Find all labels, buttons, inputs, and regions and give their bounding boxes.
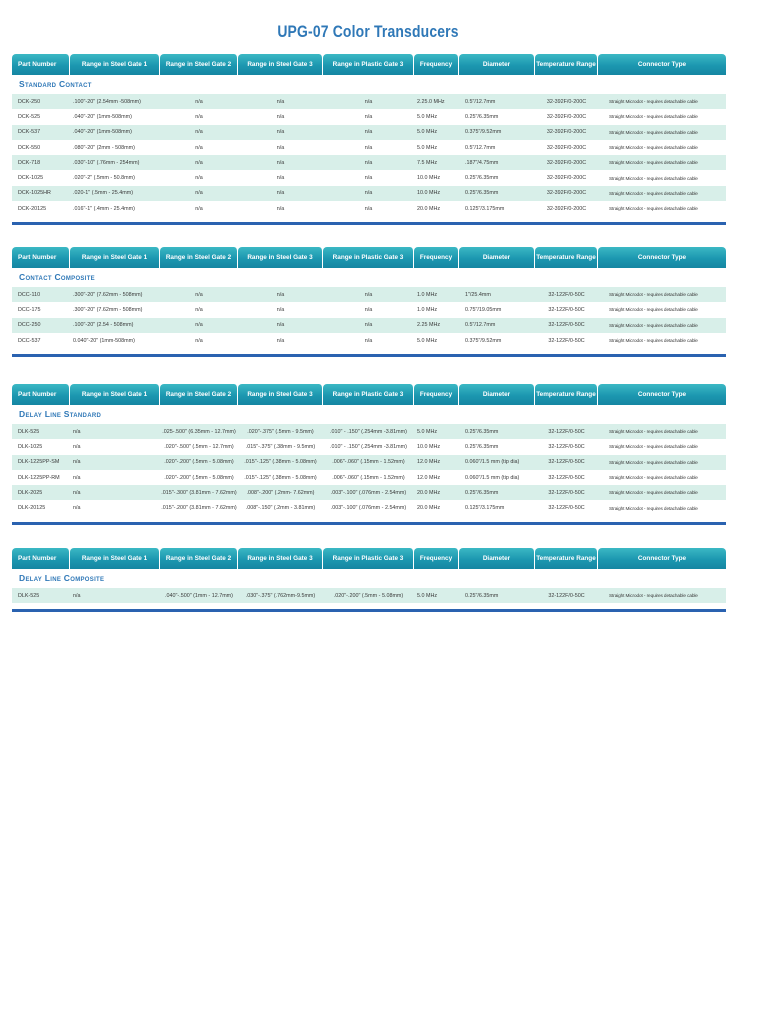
section-title: Contact Composite [19, 272, 95, 282]
cell-part-number: DCC-250 [18, 322, 41, 329]
cell-part-number: DCK-537 [18, 129, 41, 136]
cell-temperature-range: 32-122F/0-50C [548, 505, 585, 512]
cell-frequency: 2.25 MHz [417, 322, 441, 329]
cell-connector-type: Straight Microdot - requires detachable cable [609, 114, 698, 120]
cell-steel-gate-3: n/a [276, 337, 285, 344]
cell-part-number: DCK-550 [18, 144, 41, 151]
cell-steel-gate-1: 0.040"-20" (1mm-508mm) [73, 337, 135, 344]
cell-part-number: DLK-1225PP-SM [18, 459, 60, 466]
header-steel-gate-3: Range in Steel Gate 3 [238, 384, 323, 405]
header-plastic-gate-3: Range in Plastic Gate 3 [323, 247, 414, 268]
cell-frequency: 5.0 MHz [417, 129, 438, 136]
cell-steel-gate-2: n/a [195, 159, 203, 166]
header-steel-gate-1: Range in Steel Gate 1 [70, 548, 160, 569]
cell-part-number: DCK-20125 [18, 205, 47, 212]
header-steel-gate-2: Range in Steel Gate 2 [160, 54, 238, 75]
table-row [12, 424, 726, 439]
cell-steel-gate-2: n/a [195, 175, 203, 182]
table-row [12, 155, 726, 170]
header-steel-gate-3: Range in Steel Gate 3 [238, 247, 323, 268]
cell-temperature-range: 32-122F/0-50C [548, 443, 585, 450]
cell-steel-gate-2: .020"-.200" (.5mm - 5.08mm) [164, 459, 234, 466]
cell-steel-gate-3: n/a [276, 205, 285, 212]
table-row [12, 201, 726, 216]
table-row [12, 470, 726, 485]
cell-connector-type: Straight Microdot - requires detachable cable [609, 444, 698, 450]
section-divider [12, 222, 726, 225]
table-row [12, 500, 726, 515]
cell-connector-type: Straight Microdot - requires detachable cable [609, 322, 698, 328]
header-frequency: Frequency [414, 548, 459, 569]
cell-diameter: 0.25"/6.35mm [465, 489, 499, 496]
cell-frequency: 5.0 MHz [417, 592, 438, 599]
cell-steel-gate-3: .015"-.375" (.38mm - 9.5mm) [245, 443, 316, 450]
table-section [12, 548, 726, 612]
cell-plastic-gate-3: n/a [364, 322, 373, 329]
table-row [12, 109, 726, 124]
cell-temperature-range: 32-392F/0-200C [546, 113, 587, 120]
header-diameter: Diameter [459, 384, 535, 405]
cell-connector-type: Straight Microdot - requires detachable cable [609, 129, 698, 135]
table-row [12, 94, 726, 109]
table-row [12, 455, 726, 470]
cell-steel-gate-2: n/a [195, 306, 203, 313]
cell-steel-gate-2: .015"-.200" (3.81mm - 7.62mm) [161, 505, 237, 512]
cell-connector-type: Straight Microdot - requires detachable cable [609, 505, 698, 511]
cell-frequency: 5.0 MHz [417, 337, 438, 344]
cell-plastic-gate-3: .010" - .150" (.254mm -3.81mm) [330, 428, 407, 435]
cell-frequency: 5.0 MHz [417, 113, 438, 120]
cell-temperature-range: 32-122F/0-50C [548, 489, 585, 496]
cell-temperature-range: 32-122F/0-50C [548, 306, 585, 313]
cell-steel-gate-2: n/a [195, 190, 203, 197]
cell-steel-gate-2: n/a [195, 98, 203, 105]
cell-steel-gate-1: .040"-20" (1mm-508mm) [73, 129, 132, 136]
cell-part-number: DCK-250 [18, 98, 41, 105]
cell-frequency: 1.0 MHz [417, 306, 438, 313]
header-steel-gate-1: Range in Steel Gate 1 [70, 384, 160, 405]
cell-steel-gate-1: n/a [73, 459, 81, 466]
cell-steel-gate-2: .040"-.500" (1mm - 12.7mm) [165, 592, 233, 599]
cell-part-number: DLK-525 [18, 428, 40, 435]
cell-diameter: 0.25"/6.35mm [465, 190, 499, 197]
cell-part-number: DLK-525 [18, 592, 40, 599]
cell-frequency: 12.0 MHz [417, 474, 441, 481]
cell-steel-gate-2: n/a [195, 322, 203, 329]
cell-steel-gate-3: n/a [276, 159, 285, 166]
cell-steel-gate-3: n/a [276, 291, 285, 298]
cell-steel-gate-2: n/a [195, 205, 203, 212]
cell-frequency: 1.0 MHz [417, 291, 438, 298]
cell-steel-gate-2: .020"-.500" (.5mm - 12.7mm) [164, 443, 234, 450]
header-steel-gate-2: Range in Steel Gate 2 [160, 384, 238, 405]
cell-plastic-gate-3: .003"-.100" (.076mm - 2.54mm) [330, 505, 407, 512]
cell-connector-type: Straight Microdot - requires detachable cable [609, 145, 698, 151]
cell-steel-gate-2: .025-.500" (6.35mm - 12.7mm) [162, 428, 236, 435]
cell-plastic-gate-3: n/a [364, 291, 373, 298]
cell-steel-gate-3: n/a [276, 322, 285, 329]
cell-part-number: DLK-2025 [18, 489, 43, 496]
header-connector-type: Connector Type [598, 384, 726, 405]
section-title: Delay Line Standard [19, 409, 102, 419]
cell-part-number: DLK-20125 [18, 505, 46, 512]
header-steel-gate-3: Range in Steel Gate 3 [238, 548, 323, 569]
cell-steel-gate-2: .020"-.200" (.5mm - 5.08mm) [164, 474, 234, 481]
cell-frequency: 12.0 MHz [417, 459, 441, 466]
cell-diameter: 0.25"/6.35mm [465, 592, 499, 599]
cell-steel-gate-1: .020"-2" (.5mm - 50.8mm) [73, 175, 135, 182]
cell-plastic-gate-3: .003"-.100" (.076mm - 2.54mm) [330, 489, 407, 496]
cell-steel-gate-2: n/a [195, 113, 203, 120]
cell-plastic-gate-3: n/a [364, 337, 373, 344]
header-plastic-gate-3: Range in Plastic Gate 3 [323, 384, 414, 405]
header-part-number: Part Number [12, 54, 70, 75]
table-row [12, 140, 726, 155]
cell-frequency: 20.0 MHz [417, 489, 441, 496]
table-row [12, 588, 726, 603]
cell-plastic-gate-3: n/a [364, 98, 373, 105]
cell-steel-gate-1: n/a [73, 505, 81, 512]
cell-steel-gate-3: .015"-.125" (.38mm - 5.08mm) [244, 459, 317, 466]
cell-plastic-gate-3: .010" - .150" (.254mm -3.81mm) [330, 443, 407, 450]
table-row [12, 186, 726, 201]
cell-part-number: DLK-1025 [18, 443, 43, 450]
cell-diameter: 0.5"/12.7mm [465, 322, 496, 329]
cell-steel-gate-1: .100"-20" (2.54mm -508mm) [73, 98, 141, 105]
table-row [12, 125, 726, 140]
cell-diameter: 0.25"/6.35mm [465, 443, 499, 450]
cell-diameter: 0.125"/3.175mm [465, 505, 505, 512]
cell-steel-gate-3: n/a [276, 190, 285, 197]
cell-temperature-range: 32-122F/0-50C [548, 322, 585, 329]
header-frequency: Frequency [414, 384, 459, 405]
cell-temperature-range: 32-122F/0-50C [548, 592, 585, 599]
cell-diameter: 0.125"/3.175mm [465, 205, 505, 212]
cell-frequency: 10.0 MHz [417, 175, 441, 182]
table-row [12, 485, 726, 500]
header-steel-gate-2: Range in Steel Gate 2 [160, 548, 238, 569]
cell-temperature-range: 32-122F/0-50C [548, 337, 585, 344]
cell-steel-gate-1: .080"-20" (2mm - 508mm) [73, 144, 135, 151]
cell-plastic-gate-3: n/a [364, 205, 373, 212]
header-steel-gate-3: Range in Steel Gate 3 [238, 54, 323, 75]
table-section [12, 384, 726, 525]
cell-plastic-gate-3: n/a [364, 113, 373, 120]
cell-steel-gate-1: .030"-10" (.76mm - 254mm) [73, 159, 140, 166]
cell-steel-gate-1: n/a [73, 592, 81, 599]
cell-steel-gate-3: .030"-.375" (.762mm-9.5mm) [245, 592, 316, 599]
table-row [12, 302, 726, 317]
header-temperature-range: Temperature Range [535, 247, 598, 268]
header-part-number: Part Number [12, 548, 70, 569]
cell-diameter: 0.375"/9.52mm [465, 129, 502, 136]
cell-connector-type: Straight Microdot - requires detachable cable [609, 429, 698, 435]
cell-steel-gate-3: .008"-.150" (.2mm - 3.81mm) [245, 505, 316, 512]
table-row [12, 439, 726, 454]
header-connector-type: Connector Type [598, 548, 726, 569]
header-diameter: Diameter [459, 54, 535, 75]
cell-steel-gate-3: n/a [276, 129, 285, 136]
header-temperature-range: Temperature Range [535, 548, 598, 569]
cell-steel-gate-1: .100"-20" (2.54 - 508mm) [73, 322, 134, 329]
cell-diameter: 0.25"/6.35mm [465, 428, 499, 435]
table-row [12, 170, 726, 185]
table-header [12, 247, 726, 268]
cell-frequency: 5.0 MHz [417, 428, 438, 435]
cell-frequency: 10.0 MHz [417, 443, 441, 450]
cell-plastic-gate-3: n/a [364, 129, 373, 136]
section-title: Standard Contact [19, 79, 92, 89]
cell-part-number: DCC-175 [18, 306, 41, 313]
cell-connector-type: Straight Microdot - requires detachable cable [609, 307, 698, 313]
cell-plastic-gate-3: n/a [364, 144, 373, 151]
cell-steel-gate-3: .008"-.200" (.2mm- 7.62mm) [246, 489, 315, 496]
cell-steel-gate-2: n/a [195, 337, 203, 344]
cell-steel-gate-1: .016"-1" (.4mm - 25.4mm) [73, 205, 135, 212]
cell-diameter: .187"/4.75mm [465, 159, 499, 166]
cell-frequency: 20.0 MHz [417, 505, 441, 512]
table-row [12, 318, 726, 333]
cell-diameter: 1"/25.4mm [465, 291, 491, 298]
header-part-number: Part Number [12, 384, 70, 405]
header-steel-gate-1: Range in Steel Gate 1 [70, 247, 160, 268]
cell-steel-gate-1: .300"-20" (7.62mm - 508mm) [73, 306, 143, 313]
cell-steel-gate-3: .020"-.375" (.5mm - 9.5mm) [247, 428, 314, 435]
table-section [12, 247, 726, 357]
cell-temperature-range: 32-392F/0-200C [546, 159, 587, 166]
cell-part-number: DCK-525 [18, 113, 41, 120]
cell-steel-gate-1: .020-1" (.5mm - 25.4mm) [73, 190, 134, 197]
header-steel-gate-2: Range in Steel Gate 2 [160, 247, 238, 268]
table-row [12, 333, 726, 348]
cell-plastic-gate-3: .020"-.200" (.5mm - 5.08mm) [333, 592, 404, 599]
cell-steel-gate-2: n/a [195, 129, 203, 136]
header-diameter: Diameter [459, 548, 535, 569]
cell-frequency: 10.0 MHz [417, 190, 441, 197]
cell-temperature-range: 32-122F/0-50C [548, 459, 585, 466]
cell-temperature-range: 32-392F/0-200C [546, 98, 587, 105]
cell-connector-type: Straight Microdot - requires detachable cable [609, 490, 698, 496]
cell-steel-gate-3: n/a [276, 98, 285, 105]
table-header [12, 54, 726, 75]
cell-part-number: DCK-1025 [18, 175, 44, 182]
cell-connector-type: Straight Microdot - requires detachable cable [609, 459, 698, 465]
section-divider [12, 522, 726, 525]
cell-diameter: 0.060"/1.5 mm (tip dia) [465, 459, 520, 466]
cell-diameter: 0.25"/6.35mm [465, 175, 499, 182]
cell-temperature-range: 32-392F/0-200C [546, 175, 587, 182]
section-divider [12, 354, 726, 357]
cell-temperature-range: 32-392F/0-200C [546, 190, 587, 197]
cell-connector-type: Straight Microdot - requires detachable cable [609, 175, 698, 181]
header-connector-type: Connector Type [598, 54, 726, 75]
header-plastic-gate-3: Range in Plastic Gate 3 [323, 548, 414, 569]
cell-connector-type: Straight Microdot - requires detachable cable [609, 99, 698, 105]
header-plastic-gate-3: Range in Plastic Gate 3 [323, 54, 414, 75]
header-part-number: Part Number [12, 247, 70, 268]
cell-steel-gate-2: n/a [195, 291, 203, 298]
cell-steel-gate-3: n/a [276, 113, 285, 120]
cell-temperature-range: 32-122F/0-50C [548, 474, 585, 481]
cell-steel-gate-1: .040"-20" (1mm-508mm) [73, 113, 132, 120]
cell-connector-type: Straight Microdot - requires detachable cable [609, 338, 698, 344]
cell-steel-gate-1: n/a [73, 489, 81, 496]
cell-frequency: 7.5 MHz [417, 159, 438, 166]
cell-plastic-gate-3: n/a [364, 306, 373, 313]
cell-temperature-range: 32-122F/0-50C [548, 291, 585, 298]
cell-steel-gate-1: n/a [73, 443, 81, 450]
header-temperature-range: Temperature Range [535, 384, 598, 405]
cell-steel-gate-1: n/a [73, 474, 81, 481]
cell-connector-type: Straight Microdot - requires detachable cable [609, 190, 698, 196]
cell-diameter: 0.25"/6.35mm [465, 113, 499, 120]
cell-diameter: 0.75"/19.05mm [465, 306, 502, 313]
cell-diameter: 0.060"/1.5 mm (tip dia) [465, 474, 520, 481]
cell-part-number: DLK-1225PP-RM [18, 474, 60, 481]
cell-part-number: DCC-110 [18, 291, 41, 298]
cell-plastic-gate-3: .006"-.060" (.15mm - 1.52mm) [332, 459, 405, 466]
cell-temperature-range: 32-392F/0-200C [546, 129, 587, 136]
cell-steel-gate-1: .300"-20" (7.62mm - 508mm) [73, 291, 143, 298]
cell-part-number: DCC-537 [18, 337, 41, 344]
cell-plastic-gate-3: n/a [364, 190, 373, 197]
cell-connector-type: Straight Microdot - requires detachable cable [609, 160, 698, 166]
table-section [12, 54, 726, 225]
cell-plastic-gate-3: .006"-.060" (.15mm - 1.52mm) [332, 474, 405, 481]
cell-steel-gate-1: n/a [73, 428, 81, 435]
cell-temperature-range: 32-392F/0-200C [546, 205, 587, 212]
cell-frequency: 5.0 MHz [417, 144, 438, 151]
cell-diameter: 0.5"/12.7mm [465, 144, 496, 151]
header-frequency: Frequency [414, 247, 459, 268]
cell-diameter: 0.375"/9.52mm [465, 337, 502, 344]
section-title: Delay Line Composite [19, 573, 105, 583]
cell-steel-gate-3: .015"-.125" (.38mm - 5.08mm) [244, 474, 317, 481]
cell-part-number: DCK-718 [18, 159, 41, 166]
cell-steel-gate-3: n/a [276, 306, 285, 313]
cell-connector-type: Straight Microdot - requires detachable cable [609, 593, 698, 599]
header-frequency: Frequency [414, 54, 459, 75]
cell-frequency: 20.0 MHz [417, 205, 441, 212]
table-header [12, 548, 726, 569]
cell-connector-type: Straight Microdot - requires detachable cable [609, 206, 698, 212]
cell-steel-gate-2: n/a [195, 144, 203, 151]
cell-frequency: 2.25.0 MHz [417, 98, 445, 105]
header-diameter: Diameter [459, 247, 535, 268]
cell-plastic-gate-3: n/a [364, 175, 373, 182]
page-title: UPG-07 Color Transducers [277, 22, 459, 41]
table-header [12, 384, 726, 405]
header-steel-gate-1: Range in Steel Gate 1 [70, 54, 160, 75]
header-connector-type: Connector Type [598, 247, 726, 268]
cell-diameter: 0.5"/12.7mm [465, 98, 496, 105]
cell-steel-gate-2: .015"-.300" (3.81mm - 7.62mm) [161, 489, 237, 496]
header-temperature-range: Temperature Range [535, 54, 598, 75]
cell-plastic-gate-3: n/a [364, 159, 373, 166]
cell-steel-gate-3: n/a [276, 144, 285, 151]
section-divider [12, 609, 726, 612]
cell-connector-type: Straight Microdot - requires detachable cable [609, 292, 698, 298]
cell-temperature-range: 32-392F/0-200C [546, 144, 587, 151]
cell-temperature-range: 32-122F/0-50C [548, 428, 585, 435]
cell-connector-type: Straight Microdot - requires detachable cable [609, 475, 698, 481]
cell-part-number: DCK-1025HR [18, 190, 51, 197]
table-row [12, 287, 726, 302]
cell-steel-gate-3: n/a [276, 175, 285, 182]
